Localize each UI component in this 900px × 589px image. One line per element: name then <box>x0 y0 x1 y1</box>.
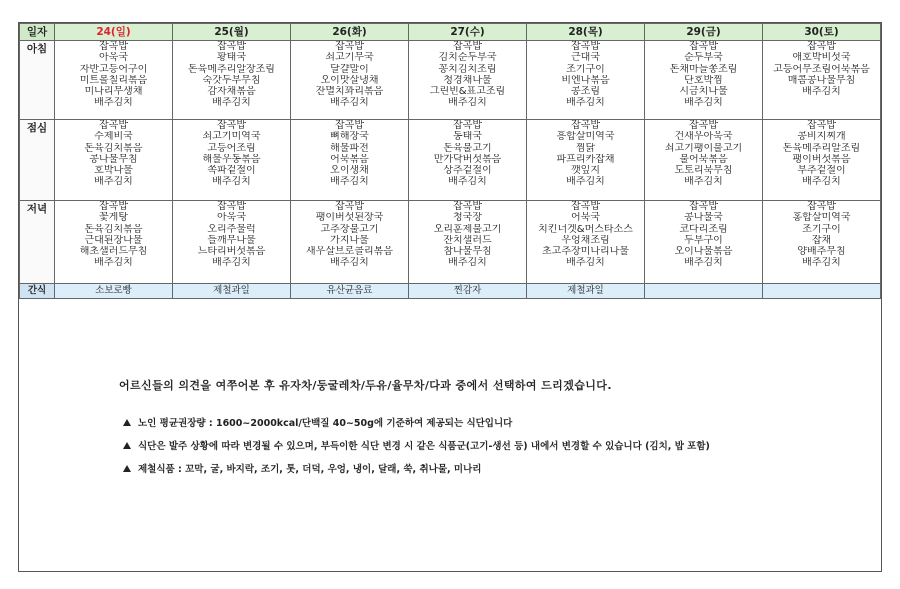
menu-item: 잔멸치꽈리볶음 <box>315 86 384 98</box>
menu-item: 황태국 <box>217 52 246 64</box>
menu-item: 콩나물무침 <box>89 153 138 165</box>
menu-item: 배추김치 <box>212 97 251 109</box>
lunch-cell-day-6 <box>763 120 881 201</box>
day-header-mon: 25(월) <box>173 24 291 41</box>
menu-item: 미나리무생채 <box>84 86 143 98</box>
menu-item: 돈육김치볶음 <box>84 223 143 235</box>
menu-item: 새우살브로콜리볶음 <box>306 246 393 258</box>
dinner-label: 저녁 <box>20 201 55 284</box>
menu-item: 김치순두부국 <box>438 52 497 64</box>
snack-row <box>20 284 881 299</box>
menu-item: 쇠고기무국 <box>325 52 374 64</box>
menu-item: 해물파전 <box>330 142 369 154</box>
menu-change-note: 식단은 발주 상황에 따라 변경될 수 있으며, 부득이한 식단 변경 시 같은 식품군(고기-생선 등) 내에서 변경할 수 있습니다 (김치, 밥 포함) <box>138 441 710 452</box>
menu-item: 두부구이 <box>684 234 723 246</box>
menu-item: 홍합살미역국 <box>792 212 851 224</box>
menu-item: 잡곡밥 <box>99 41 128 52</box>
menu-item: 잡곡밥 <box>453 201 482 212</box>
menu-item: 배추김치 <box>212 257 251 269</box>
menu-item: 배추김치 <box>684 257 723 269</box>
note-item <box>123 415 859 429</box>
snack-cell-day-3: 찐감자 <box>409 284 527 299</box>
menu-item: 잡곡밥 <box>453 41 482 52</box>
menu-item: 달걀말이 <box>330 63 369 75</box>
day-header-wed: 27(수) <box>409 24 527 41</box>
menu-item: 팽이버섯볶음 <box>792 153 851 165</box>
menu-item: 고등어무조림어묵볶음 <box>773 63 870 75</box>
menu-item: 배추김치 <box>802 86 841 98</box>
menu-item: 콩나물국 <box>684 212 723 224</box>
lunch-cell-day-2 <box>291 120 409 201</box>
menu-item: 꽁치김치조림 <box>438 63 497 75</box>
menu-item: 청경채나물 <box>443 74 492 86</box>
dinner-cell-day-1 <box>173 201 291 284</box>
triangle-bullet-icon <box>123 419 131 426</box>
seasonal-food-note: 제철식품 : 꼬막, 굴, 바지락, 조기, 톳, 더덕, 우엉, 냉이, 달래, 쑥, 취나물, 미나리 <box>138 464 482 475</box>
menu-item: 배추김치 <box>330 176 369 188</box>
menu-item: 흥합살미역국 <box>556 131 615 143</box>
menu-item: 배추김치 <box>566 176 605 188</box>
menu-item: 꽃게탕 <box>99 212 128 224</box>
menu-item: 배추김치 <box>212 176 251 188</box>
menu-item: 조기구이 <box>802 223 841 235</box>
menu-item: 잡곡밥 <box>335 41 364 52</box>
dinner-cell-day-4 <box>527 201 645 284</box>
breakfast-cell-day-4 <box>527 41 645 120</box>
menu-item: 어묵국 <box>571 212 600 224</box>
menu-item: 잡곡밥 <box>807 41 836 52</box>
menu-item: 비엔나볶음 <box>561 74 610 86</box>
menu-item: 만가닥버섯볶음 <box>433 153 502 165</box>
snack-label: 간식 <box>20 284 55 299</box>
menu-item: 청국장 <box>453 212 482 224</box>
day-header-sat: 30(토) <box>763 24 881 41</box>
menu-item: 오이생채 <box>330 165 369 177</box>
menu-item: 고등어조림 <box>207 142 256 154</box>
day-header-thu: 28(목) <box>527 24 645 41</box>
lunch-cell-day-4 <box>527 120 645 201</box>
menu-item: 잡곡밥 <box>217 120 246 131</box>
notes-section <box>119 377 859 484</box>
menu-item: 배추김치 <box>94 97 133 109</box>
menu-item: 돈육김치볶음 <box>84 142 143 154</box>
menu-item: 근대된장나물 <box>84 234 143 246</box>
menu-item: 시금치나물 <box>679 86 728 98</box>
snack-cell-day-6 <box>763 284 881 299</box>
menu-item: 잡곡밥 <box>689 41 718 52</box>
lunch-cell-day-3 <box>409 120 527 201</box>
menu-item: 들깨무나물 <box>207 234 256 246</box>
table-header-row <box>20 24 881 41</box>
breakfast-cell-day-6 <box>763 41 881 120</box>
lunch-cell-day-5 <box>645 120 763 201</box>
menu-item: 배추김치 <box>566 257 605 269</box>
menu-item: 건새우아욱국 <box>674 131 733 143</box>
menu-item: 오리주물럭 <box>207 223 256 235</box>
menu-item: 쇠고기미역국 <box>202 131 261 143</box>
triangle-bullet-icon <box>123 465 131 472</box>
meal-plan-table <box>19 23 881 299</box>
menu-item: 쇠고기팽이불고기 <box>664 142 743 154</box>
breakfast-cell-day-5 <box>645 41 763 120</box>
menu-item: 배추김치 <box>94 176 133 188</box>
breakfast-label: 아침 <box>20 41 55 120</box>
date-column-header: 일자 <box>20 24 55 41</box>
menu-item: 아욱국 <box>217 212 246 224</box>
menu-item: 배추김치 <box>448 97 487 109</box>
menu-item: 참나물무침 <box>443 246 492 258</box>
meal-plan-sheet <box>18 22 882 572</box>
menu-item: 찜닭 <box>575 142 596 154</box>
menu-item: 잡곡밥 <box>335 120 364 131</box>
day-header-tue: 26(화) <box>291 24 409 41</box>
menu-item: 자반고등어구이 <box>79 63 148 75</box>
menu-item: 돈육메추리알장조림 <box>188 63 275 75</box>
menu-item: 오이맛살냉채 <box>320 74 379 86</box>
lunch-cell-day-0 <box>55 120 173 201</box>
menu-item: 잡곡밥 <box>571 201 600 212</box>
menu-item: 팽이버섯된장국 <box>315 212 384 224</box>
menu-item: 잡곡밥 <box>807 201 836 212</box>
menu-item: 양배추무침 <box>797 246 846 258</box>
menu-item: 수제비국 <box>94 131 133 143</box>
menu-item: 배추김치 <box>802 257 841 269</box>
menu-item: 잡곡밥 <box>217 201 246 212</box>
menu-item: 단호박찜 <box>684 74 723 86</box>
lunch-row <box>20 120 881 201</box>
menu-item: 가지나물 <box>330 234 369 246</box>
menu-item: 배추김치 <box>330 97 369 109</box>
menu-item: 해물우동볶음 <box>202 153 261 165</box>
menu-item: 숙갓두부무침 <box>202 74 261 86</box>
menu-item: 잡곡밥 <box>571 120 600 131</box>
drink-choice-note: 어르신들의 의견을 여쭈어본 후 유자차/둥굴레차/두유/율무차/다과 중에서 선택하여 드리겠습니다. <box>119 379 612 392</box>
snack-cell-day-1: 제철과일 <box>173 284 291 299</box>
snack-cell-day-0: 소보로빵 <box>55 284 173 299</box>
lunch-label: 점심 <box>20 120 55 201</box>
menu-item: 오리훈제불고기 <box>433 223 502 235</box>
dinner-cell-day-0 <box>55 201 173 284</box>
menu-item: 도토리묵무침 <box>674 165 733 177</box>
breakfast-cell-day-0 <box>55 41 173 120</box>
menu-item: 잡곡밥 <box>99 201 128 212</box>
menu-item: 해초샐러드무침 <box>79 246 148 258</box>
menu-item: 감자채볶음 <box>207 86 256 98</box>
menu-item: 배추김치 <box>330 257 369 269</box>
menu-item: 불어묵볶음 <box>679 153 728 165</box>
menu-item: 배추김치 <box>448 176 487 188</box>
menu-item: 콩비지찌개 <box>797 131 846 143</box>
menu-item: 애호박비섯국 <box>792 52 851 64</box>
menu-item: 배추김치 <box>684 97 723 109</box>
menu-item: 쪽파겉절이 <box>207 165 256 177</box>
menu-item: 조기구이 <box>566 63 605 75</box>
menu-item: 돈육불고기 <box>443 142 492 154</box>
menu-item: 어묵볶음 <box>330 153 369 165</box>
snack-cell-day-2: 유산균음료 <box>291 284 409 299</box>
dinner-row <box>20 201 881 284</box>
menu-item: 잡곡밥 <box>335 201 364 212</box>
menu-item: 상추겉절이 <box>443 165 492 177</box>
menu-item: 근대국 <box>571 52 600 64</box>
menu-item: 미트볼칠리볶음 <box>79 74 148 86</box>
menu-item: 잡곡밥 <box>807 120 836 131</box>
menu-item: 잡채 <box>811 234 832 246</box>
menu-item: 코다리조림 <box>679 223 728 235</box>
menu-item: 배추김치 <box>94 257 133 269</box>
menu-item: 배추김치 <box>566 97 605 109</box>
menu-item: 잡곡밥 <box>453 120 482 131</box>
dinner-cell-day-5 <box>645 201 763 284</box>
menu-item: 그린빈&표고조림 <box>429 86 506 98</box>
menu-item: 배추김치 <box>448 257 487 269</box>
menu-item: 콩조림 <box>571 86 600 98</box>
menu-item: 파프리카잡채 <box>556 153 615 165</box>
menu-item: 순두부국 <box>684 52 723 64</box>
note-item <box>123 438 859 452</box>
breakfast-cell-day-3 <box>409 41 527 120</box>
menu-item: 아욱국 <box>99 52 128 64</box>
menu-item: 뼈해장국 <box>330 131 369 143</box>
menu-item: 치킨너겟&머스타소스 <box>538 223 633 235</box>
day-header-sun: 24(일) <box>55 24 173 41</box>
menu-item: 동태국 <box>453 131 482 143</box>
dinner-cell-day-2 <box>291 201 409 284</box>
day-header-fri: 29(금) <box>645 24 763 41</box>
lunch-cell-day-1 <box>173 120 291 201</box>
menu-item: 돈채마늘쫑조림 <box>669 63 738 75</box>
menu-item: 잡곡밥 <box>689 120 718 131</box>
menu-item: 우엉채조림 <box>561 234 610 246</box>
menu-item: 부추겉절이 <box>797 165 846 177</box>
menu-item: 깻잎지 <box>571 165 600 177</box>
breakfast-row <box>20 41 881 120</box>
snack-cell-day-5 <box>645 284 763 299</box>
snack-cell-day-4: 제철과일 <box>527 284 645 299</box>
menu-item: 고추장불고기 <box>320 223 379 235</box>
menu-item: 오이나물볶음 <box>674 246 733 258</box>
dinner-cell-day-3 <box>409 201 527 284</box>
menu-item: 배추김치 <box>802 176 841 188</box>
menu-item: 돈육메추리알조림 <box>782 142 861 154</box>
calorie-note: 노인 평균권장량 : 1600~2000kcal/단백질 40~50g에 기준하여 제공되는 식단입니다 <box>138 418 513 429</box>
breakfast-cell-day-2 <box>291 41 409 120</box>
menu-item: 잡곡밥 <box>571 41 600 52</box>
menu-item: 초고추장미나리나물 <box>542 246 629 258</box>
menu-item: 매콤콩나물무침 <box>787 74 856 86</box>
menu-item: 잡곡밥 <box>217 41 246 52</box>
menu-item: 잡곡밥 <box>99 120 128 131</box>
menu-item: 잔치샐러드 <box>443 234 492 246</box>
menu-item: 배추김치 <box>684 176 723 188</box>
menu-item: 잡곡밥 <box>689 201 718 212</box>
triangle-bullet-icon <box>123 442 131 449</box>
menu-item: 느타리버섯볶음 <box>197 246 266 258</box>
menu-item: 호박나물 <box>94 165 133 177</box>
breakfast-cell-day-1 <box>173 41 291 120</box>
dinner-cell-day-6 <box>763 201 881 284</box>
note-item <box>123 461 859 475</box>
